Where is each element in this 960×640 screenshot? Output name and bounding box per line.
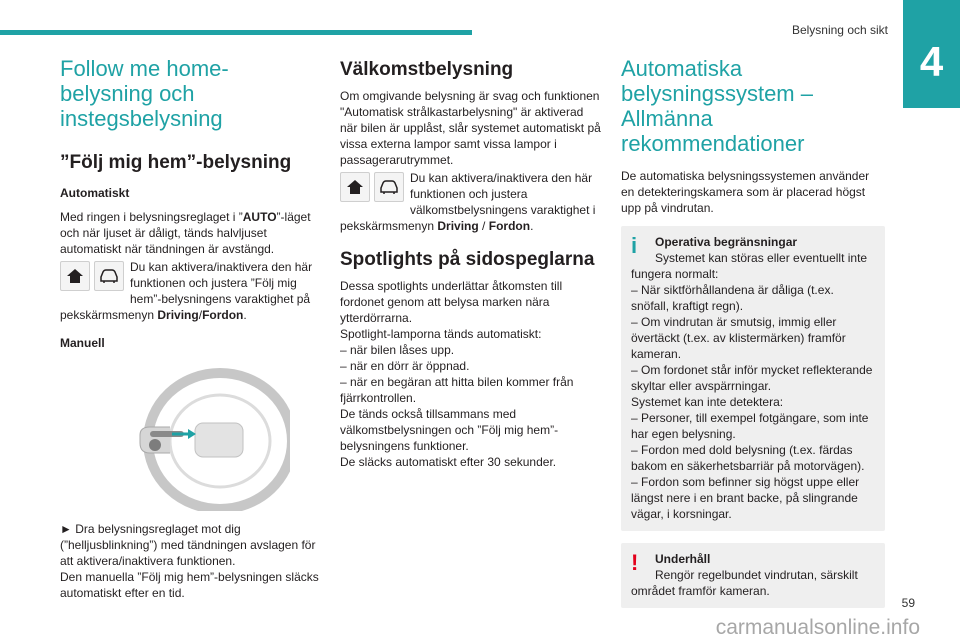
section-title: Follow me home-belysning och instegsbelysning [60, 56, 229, 131]
list-item: – när bilen låses upp. [340, 343, 455, 357]
list-item: – när en begäran att hitta bilen kommer från fjärrkontrollen. [340, 375, 574, 405]
spotlights-auto: Spotlight-lamporna tänds automatiskt: [340, 327, 542, 341]
box-line: Systemet kan störas eller eventuellt inte fungera normalt: [631, 251, 868, 281]
home-icon [60, 261, 90, 291]
chapter-tab [903, 0, 960, 108]
warning-icon: ! [631, 550, 639, 575]
car-icon [374, 172, 404, 202]
chapter-number: 4 [919, 38, 944, 85]
box-title: Underhåll [655, 552, 711, 566]
column-1 [60, 56, 322, 601]
box-line: – Fordon som befinner sig högst uppe eller längst nere i en brant backe, på slingrande vägar, i korsningar. [631, 475, 860, 521]
watermark: carmanualsonline.info [715, 616, 920, 639]
box-line: – Om fordonet står inför mycket reflekterande skyltar eller avspärrningar. [631, 363, 873, 393]
manual-note: Den manuella ”Följ mig hem”-belysningen släcks automatiskt efter en tid. [60, 570, 319, 600]
auto-paragraph: Med ringen i belysningsreglaget i ”AUTO”-läget och när ljuset är dåligt, tänds halvljuset automatiskt när tändningen är avstängd. [60, 210, 311, 256]
spotlights-heading: Spotlights på sidospeglarna [340, 249, 595, 270]
auto-heading: Automatiskt [60, 186, 130, 200]
spotlights-off: De släcks automatiskt efter 30 sekunder. [340, 455, 557, 469]
welcome-heading: Välkomstbelysning [340, 59, 514, 80]
box-title: Operativa begränsningar [655, 235, 798, 249]
maintenance-box [621, 543, 885, 608]
menu-icons [60, 261, 124, 291]
home-icon [340, 172, 370, 202]
box-text: Rengör regelbundet vindrutan, särskilt området framför kameran. [631, 568, 858, 598]
welcome-paragraph: Om omgivande belysning är svag och funktionen "Automatisk strålkastarbelysning" är aktiverad när bilen är upplåst, slår systemet automatiskt på vissa externa lampor samt vissa lampor i passagerarutrymmet. [340, 89, 601, 167]
limitations-box [621, 226, 885, 531]
list-item: – när en dörr är öppnad. [340, 359, 470, 373]
manual-heading: Manuell [60, 336, 105, 350]
page-number: 59 [901, 596, 915, 610]
info-icon: i [631, 233, 638, 258]
column-2 [340, 58, 603, 470]
box-line: – Om vindrutan är smutsig, immig eller övertäckt (t.ex. av klistermärken) framför kameran. [631, 315, 846, 361]
welcome-icon-paragraph: Du kan aktivera/inaktivera den här funktionen och justera välkomstbelysningens varaktighet i pekskärmsmenyn Driving / Fordon. [340, 171, 596, 233]
subsection-heading: ”Följ mig hem”-belysning [60, 152, 292, 173]
box-line: – Fordon med dold belysning (t.ex. färdas bakom en säkerhetsbarriär på motorvägen). [631, 443, 865, 473]
box-line: – Personer, till exempel fotgängare, som inte har egen belysning. [631, 411, 869, 441]
box-line: – När siktförhållandena är dåliga (t.ex. snöfall, kraftigt regn). [631, 283, 834, 313]
section-title-2: Automatiska belysningssystem – Allmänna rekommendationer [621, 56, 813, 156]
car-icon [94, 261, 124, 291]
box-line: Systemet kan inte detektera: [631, 395, 784, 409]
spotlights-note: De tänds också tillsammans med välkomstbelysningen och ”Följ mig hem”-belysningens funktioner. [340, 407, 559, 453]
steering-wheel-illustration [110, 361, 290, 511]
spotlights-intro: Dessa spotlights underlättar åtkomsten till fordonet genom att belysa marken nära ytterdörrarna. [340, 279, 563, 325]
section-header: Belysning och sikt [791, 23, 888, 37]
intro-paragraph: De automatiska belysningssystemen använder en detekteringskamera som är placerad högst upp på vindrutan. [621, 169, 870, 215]
manual-instruction: ► Dra belysningsreglaget mot dig (”helljusblinkning”) med tändningen avslagen för att aktivera/inaktivera funktionen. [60, 522, 316, 568]
menu-icons-2 [340, 172, 404, 202]
top-accent-bar [0, 30, 472, 35]
column-3 [621, 56, 885, 608]
icon-paragraph: Du kan aktivera/inaktivera den här funktionen och justera ”Följ mig hem”-belysningens varaktighet på pekskärmsmenyn Driving/Fordon. [60, 260, 313, 322]
